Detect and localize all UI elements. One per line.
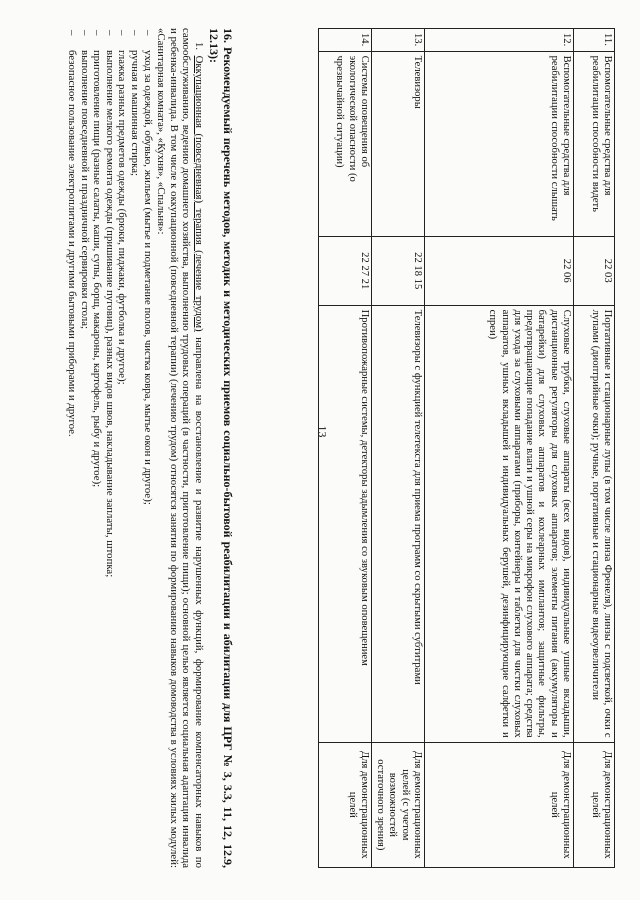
row-number: 11. <box>574 29 615 52</box>
intro-text: направлена на восстановление и развитие нарушенных функций, формирование компенсаторных навыков по самообслуживанию, ведению домашнего хозяйства, выполнению трудовых операций (в частности, приготовление пищи); основной целью является социальная адаптация инвалида и ребенка-инвалида. В том числе к оккупационной (повседневной терапии) (лечению трудом) относятся занятия по формированию навыков домоводства в условиях жилых модулей: «Санитарная комната», «Кухня», «Спальня»: <box>155 28 205 868</box>
row-name: Вспомогательные средства для реабилитации способности видеть <box>574 51 615 236</box>
row-name: Телевизоры <box>372 51 425 236</box>
row-name: Системы оповещения об экологической опасности (о чрезвычайной ситуации) <box>319 51 372 236</box>
row-purpose: Для демонстрационных целей <box>574 742 615 867</box>
list-item <box>78 28 91 868</box>
list-item-text: ручная и машинная стирка; <box>129 50 142 177</box>
list-item <box>116 28 129 868</box>
intro-term: Оккупационная (повседневная) терапия (лечение трудом) <box>193 55 205 332</box>
list-item <box>141 28 154 868</box>
bullet-dash: – <box>141 30 154 36</box>
row-code: 22 03 <box>574 236 615 305</box>
row-purpose: Для демонстрационных целей (с учетом возможностей остаточного зрения) <box>372 742 425 867</box>
bullet-dash: – <box>116 30 129 36</box>
rotated-content <box>35 28 615 868</box>
list-item-text: уход за одеждой, обувью, жильем (мытье и подметание полов, чистка ковра, мытье окон и другое); <box>141 50 154 505</box>
page-number: 13 <box>315 425 330 438</box>
bullet-dash: – <box>78 30 91 36</box>
row-description: Телевизоры с функцией телетекста для приема программ со скрытыми субтитрами <box>372 305 425 742</box>
bullet-dash: – <box>66 30 79 36</box>
list-item <box>65 28 78 868</box>
row-code: 22 27 21 <box>319 236 372 305</box>
table-row <box>372 29 425 868</box>
list-item-text: выполнение повседневной и праздничной сервировки стола; <box>78 50 91 330</box>
table-row <box>319 29 372 868</box>
intro-number: 1. <box>193 42 205 51</box>
row-code: 22 18 15 <box>372 236 425 305</box>
list-item <box>91 28 104 868</box>
row-purpose: Для демонстрационных целей <box>425 742 574 867</box>
row-description: Портативные и стационарные лупы (в том числе линза Френеля), линзы с подсветкой, очки с лупами (диоптрийные очки); ручные, портативные и стационарные видеоувеличители <box>574 305 615 742</box>
equipment-table <box>318 28 615 868</box>
activity-list <box>65 28 153 868</box>
list-item-text: безопасное пользование электроплитами и другими бытовыми приборами и другое. <box>66 50 79 437</box>
row-name: Вспомогательные средства для реабилитации способности слышать <box>425 51 574 236</box>
list-item <box>128 28 141 868</box>
row-code: 22 06 <box>425 236 574 305</box>
list-item-text: выполнение мелкого ремонта одежды (пришивание пуговиц), разных видов швов, накладывание заплаты, штопка; <box>103 50 116 578</box>
row-number: 13. <box>372 29 425 52</box>
list-item <box>103 28 116 868</box>
row-purpose: Для демонстрационных целей <box>319 742 372 867</box>
list-item-text: глажка разных предметов одежды (брюки, пиджаки, футболка и другое); <box>116 50 129 385</box>
list-item-text: приготовление пищи (разные салаты, каши, супы, борщ, макароны, картофель, рыбу и другое); <box>91 50 104 488</box>
bullet-dash: – <box>91 30 104 36</box>
section-heading: 16. Рекомендуемый перечень методов, методик и методических приемов социально-бытовой реабилитации и абилитации для ЦРГ № 3, 3.3, 11, 12, 12.9, 12.13): <box>207 28 235 868</box>
row-number: 12. <box>425 29 574 52</box>
section-16 <box>65 28 235 868</box>
section-intro <box>155 28 205 868</box>
bullet-dash: – <box>129 30 142 36</box>
bullet-dash: – <box>103 30 116 36</box>
table-row <box>574 29 615 868</box>
row-description: Слуховые трубки, слуховые аппараты (всех видов), индивидуальные ушные вкладыши, дистанционные регуляторы для слуховых аппаратов; элементы питания (аккумуляторы и батарейки) для слуховых аппаратов и кохлеарных имплантов; защитные фильтры, предотвращающие попадание влаги и ушной серы на микрофон слухового аппарата; средства для ухода за слуховыми аппаратами (приборы, контейнеры и таблетки для чистки слуховых аппаратов, ушных вкладышей и индивидуальных берушей, дезинфицирующие салфетки и спреи) <box>425 305 574 742</box>
table-row <box>425 29 574 868</box>
row-number: 14. <box>319 29 372 52</box>
row-description: Противопожарные системы, детекторы задымления со звуковым оповещением <box>319 305 372 742</box>
